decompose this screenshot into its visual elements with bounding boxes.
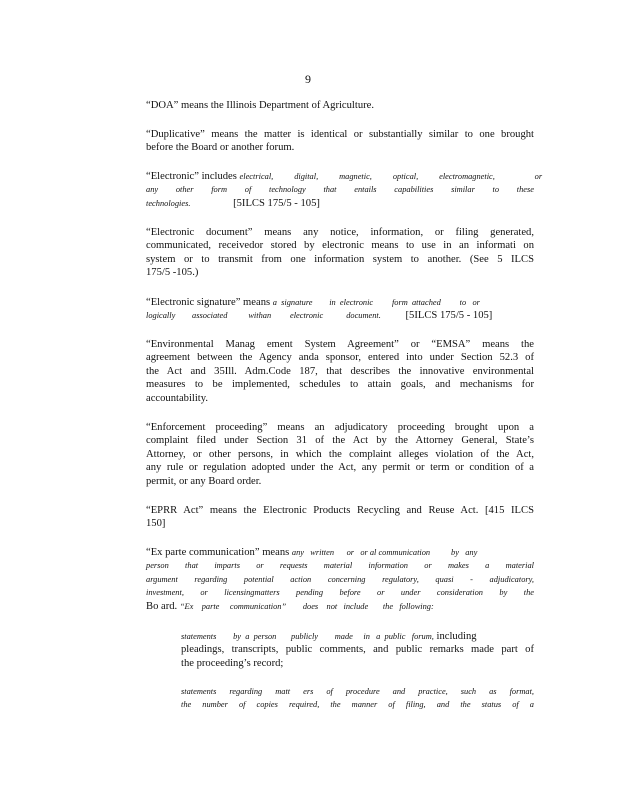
definition-line: “Enforcement proceeding” means an adjudicatory proceeding brought upon a [146,422,534,433]
definition-line: communicated, receivedor stored by electronic means to use in an informati on [146,240,534,252]
definition-line: 150] [146,518,166,530]
definition-duplicative [146,128,534,155]
definition-line-mixed [146,546,534,559]
definition-enforcement-proceeding [146,421,534,488]
definition-line: “EPRR Act” means the Electronic Products Recycling and Reuse Act. [415 ILCS [146,505,534,516]
definition-italic-text: does not include the following: [302,601,434,611]
definition-line: “Environmental Manag ement System Agreement” or “EMSA” means the [146,339,534,350]
definition-line: 175/5 -105.) [146,267,199,279]
definition-italic-text: any written or or al communication by any [291,548,478,557]
definition-italic-text: technologies. [146,198,191,208]
definition-ex-parte [146,546,534,613]
definition-italic-text: logically associated withan electronic document. [146,311,381,321]
definition-electronic [146,170,543,210]
definition-italic-line: any other form of technology that entails capabilities similar to these [146,185,534,195]
definition-line: “DOA” means the Illinois Department of Agriculture. [146,100,374,111]
definition-italic-line: person that imparts or requests material information or makes a material [146,561,534,571]
definition-eprr-act [146,504,534,531]
definition-line: “Electronic document” means any notice, information, or filing generated, [146,227,534,238]
definition-line: system or to transmit from one information system to another. (See 5 ILCS [146,253,534,265]
definition-line-mixed [146,309,534,322]
definition-line: Attorney, or other persons, in which the complaint alleges violation of the Act, [146,448,534,460]
definition-term: “Electronic” includes [146,171,237,182]
definition-line-mixed [146,296,534,309]
exclusion-line: pleadings, transcripts, public comments, and public remarks made part of [181,644,534,656]
definition-term: “Electronic signature” means [146,297,271,308]
exclusion-item-procedure [181,685,534,712]
exclusion-italic-line: the number of copies required, the manner of filing, and the status of a [181,700,534,710]
exclusion-item-statements [181,630,534,670]
citation: [5ILCS 175/5 - 105] [405,310,493,322]
definition-electronic-document [146,226,534,280]
definition-italic-text: electrical, digital, magnetic, optical, electromagnetic, or [239,172,543,181]
definition-doa [146,99,534,112]
definition-line: accountability. [146,392,208,404]
definition-italic-line: investment, or licensingmatters pending before or under consideration by the [146,588,534,598]
page-number: 9 [305,72,311,86]
exclusion-italic-text: statements by a person publicly made in a public forum, [181,632,434,641]
exclusion-italic-line: statements regarding matt ers of procedure and practice, such as format, [181,687,534,696]
definition-line: permit, or any Board order. [146,475,262,487]
definition-line: complaint filed under Section 31 of the Act by the Attorney General, State’s [146,435,534,447]
definition-line: the Act and 35Ill. Adm.Code 187, that describes the innovative environmental [146,365,534,377]
definition-line-mixed [146,600,534,613]
definition-text: Bo ard. [146,600,178,612]
definition-line: any rule or regulation adopted under the Act, any permit or term or condition of a [146,462,534,474]
exclusion-line: the proceeding’s record; [181,657,284,669]
citation: [5ILCS 175/5 - 105] [233,197,320,209]
definition-italic-text: “Ex parte communication” [179,601,287,611]
definition-italic-line: argument regarding potential action concerning regulatory, quasi - adjudicatory, [146,574,534,584]
definition-line: measures to be implemented, schedules to attain goals, and mechanisms for [146,379,534,391]
definition-line: “Duplicative” means the matter is identical or substantially similar to one brought [146,129,534,140]
definition-line: before the Board or another forum. [146,142,295,154]
exclusion-text: including [436,631,477,642]
definition-line: agreement between the Agency anda sponsor, entered into under Section 52.3 of [146,352,534,364]
definition-term: “Ex parte communication” means [146,547,290,558]
definition-line-mixed [146,170,543,183]
definition-italic-text: a signature in electronic form attached to or [272,298,480,307]
definition-line-mixed [146,197,534,210]
exclusion-line-mixed [181,630,534,643]
definition-emsa [146,338,534,405]
definition-electronic-signature [146,296,534,323]
